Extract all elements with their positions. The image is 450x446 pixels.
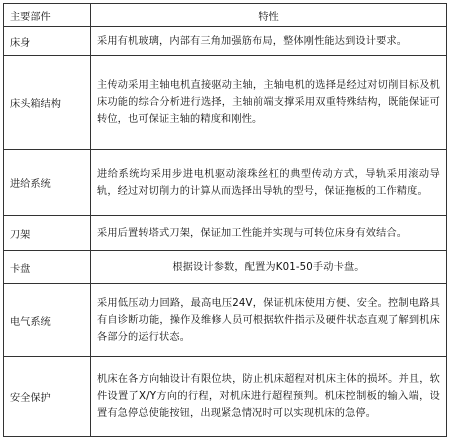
- header-component: 主要部件: [4, 4, 91, 27]
- component-name: 刀架: [4, 216, 91, 251]
- component-feature: 采用后置转塔式刀架，保证加工性能并实现与可转位床身有效结合。: [91, 216, 447, 251]
- table-header-row: [4, 4, 447, 27]
- component-name: 进给系统: [4, 150, 91, 216]
- table-row: [4, 357, 447, 437]
- table-row: [4, 216, 447, 251]
- component-name: 卡盘: [4, 251, 91, 284]
- component-feature: 采用低压动力回路，最高电压24V，保证机床使用方便、安全。控制电路具有自诊断功能，操作及维修人员可根据软件指示及硬件状态直观了解到机床各部分的运行状态。: [91, 284, 447, 357]
- component-feature: 根据设计参数，配置为K01-50手动卡盘。: [91, 251, 447, 284]
- component-name: 床头箱结构: [4, 56, 91, 150]
- component-name: 电气系统: [4, 284, 91, 357]
- component-feature: 机床在各方向轴设计有限位块，防止机床超程对机床主体的损坏。并且，软件设置了X/Y方向的行程，对机床进行超程预判。机床控制板的输入端，设置有急停总使能按钮，出现紧急情况时可以实现机床的急停。: [91, 357, 447, 437]
- table-row: [4, 150, 447, 216]
- component-feature: 进给系统均采用步进电机驱动滚珠丝杠的典型传动方式，导轨采用滚动导轨，经过对切削力的计算从而选择出导轨的型号，保证拖板的工作精度。: [91, 150, 447, 216]
- component-spec-table: [3, 3, 447, 437]
- table-row: [4, 27, 447, 56]
- table-row: [4, 56, 447, 150]
- component-feature: 采用有机玻璃，内部有三角加强筋布局，整体刚性能达到设计要求。: [91, 27, 447, 56]
- header-feature: 特性: [91, 4, 447, 27]
- spec-table-container: [3, 3, 446, 437]
- component-name: 安全保护: [4, 357, 91, 437]
- table-row: [4, 251, 447, 284]
- component-feature: 主传动采用主轴电机直接驱动主轴，主轴电机的选择是经过对切削目标及机床功能的综合分析进行选择，主轴前端支撑采用双重特殊结构，既能保证可转位，也可保证主轴的精度和刚性。: [91, 56, 447, 150]
- component-name: 床身: [4, 27, 91, 56]
- table-row: [4, 284, 447, 357]
